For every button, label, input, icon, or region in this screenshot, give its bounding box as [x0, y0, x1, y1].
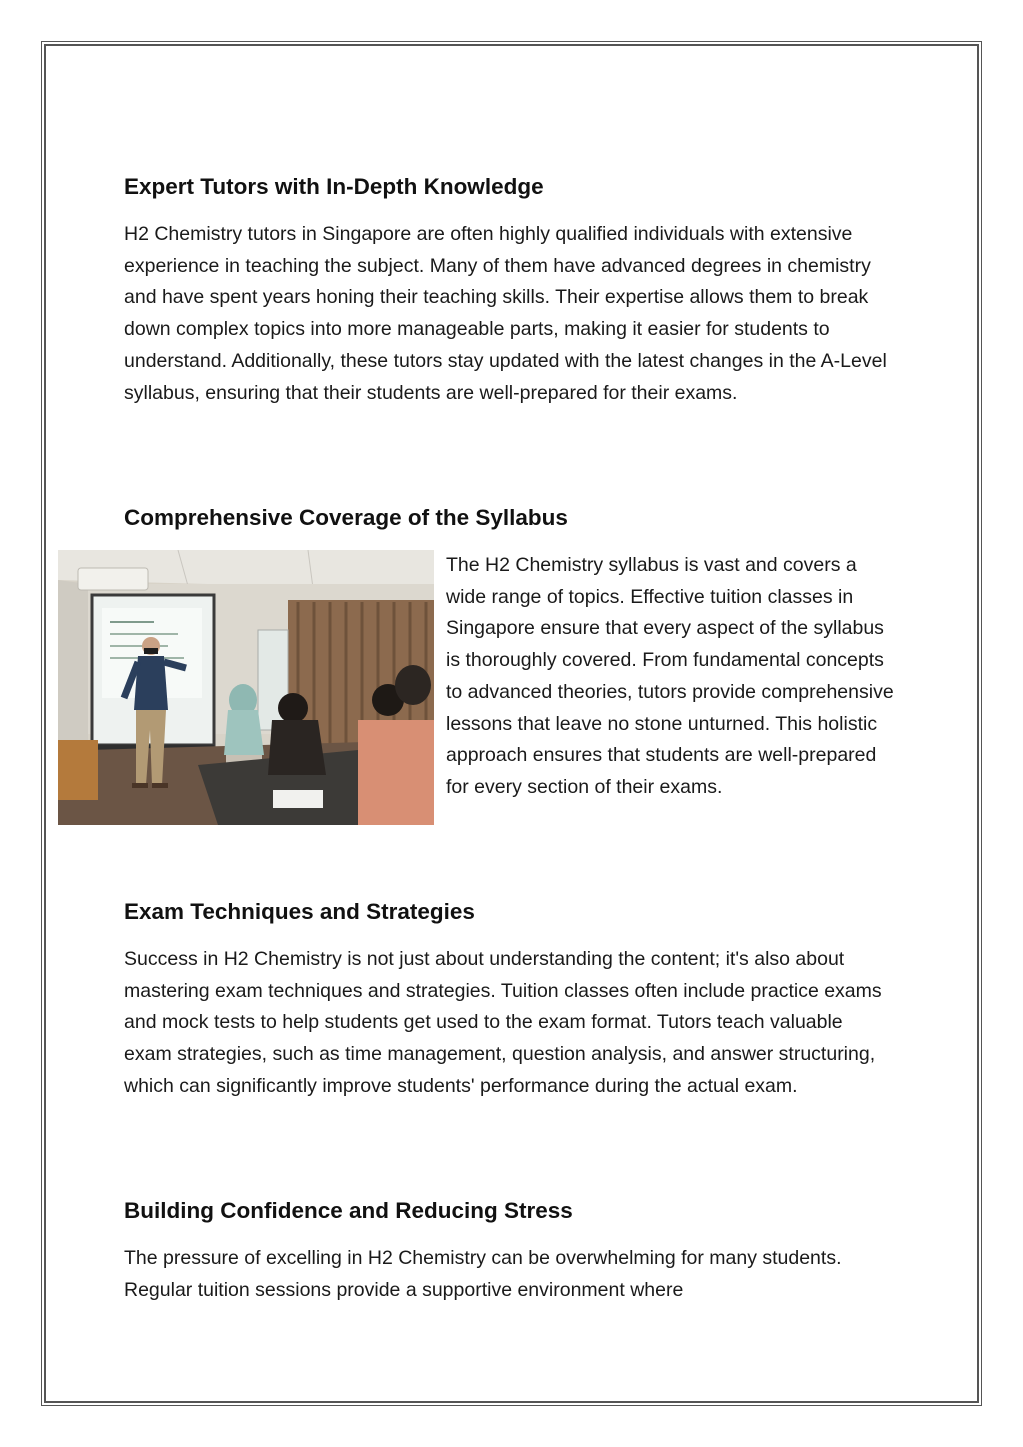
- section-paragraph: H2 Chemistry tutors in Singapore are often highly qualified individuals with extensive experience in teaching the subject. Many of them have advanced degrees in chemistry and have spent years honing their teaching skills. Their expertise allows them to break down complex topics into more manageable parts, making it easier for students to understand. Additionally, these tutors stay updated with the latest changes in the A-Level syllabus, ensuring that their students are well-prepared for their exams.: [124, 223, 887, 404]
- section-heading: Exam Techniques and Strategies: [124, 899, 475, 924]
- section-heading: Comprehensive Coverage of the Syllabus: [124, 505, 568, 530]
- section-paragraph: The H2 Chemistry syllabus is vast and covers a wide range of topics. Effective tuition classes in Singapore ensure that every aspect of the syllabus is thoroughly covered. From fundamental concepts to advanced theories, tutors provide comprehensive lessons that leave no stone unturned. This holistic approach ensures that students are well-prepared for every section of their exams.: [446, 554, 894, 798]
- section-heading: Building Confidence and Reducing Stress: [124, 1198, 573, 1223]
- section-heading: Expert Tutors with In-Depth Knowledge: [124, 174, 544, 199]
- section-paragraph: Success in H2 Chemistry is not just about understanding the content; it's also about mastering exam techniques and strategies. Tuition classes often include practice exams and mock tests to help students get used to the exam format. Tutors teach valuable exam strategies, such as time management, question analysis, and answer structuring, which can significantly improve students' performance during the actual exam.: [124, 948, 882, 1097]
- section-syllabus-coverage: [124, 503, 904, 533]
- classroom-photo: [58, 550, 434, 825]
- classroom-photo-illustration: [58, 550, 434, 825]
- section-confidence: [124, 1196, 904, 1306]
- section-exam-techniques: [124, 897, 904, 1103]
- section-paragraph: The pressure of excelling in H2 Chemistry can be overwhelming for many students. Regular tuition sessions provide a supportive environment where: [124, 1247, 842, 1301]
- section-expert-tutors: [124, 172, 904, 409]
